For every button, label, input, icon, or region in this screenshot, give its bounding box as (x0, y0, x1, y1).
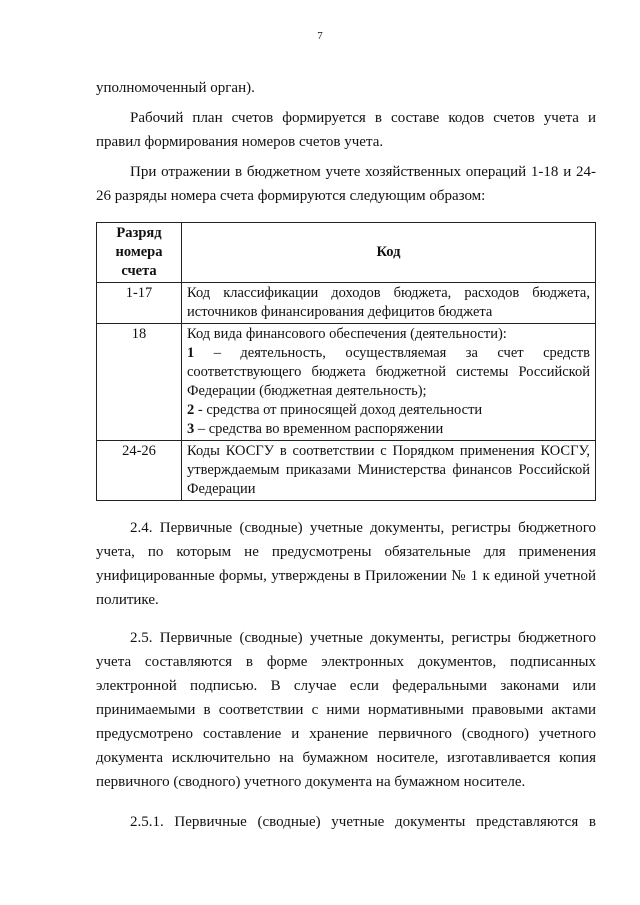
account-digits-table (96, 222, 596, 501)
row-code-text: Код вида финансового обеспечения (деятельности): (187, 326, 507, 342)
code-item-text: – средства во временном распоряжении (194, 421, 444, 437)
text-continuation: уполномоченный орган). (96, 80, 255, 96)
row-digit: 18 (97, 324, 182, 441)
table-row (97, 324, 596, 441)
code-item (187, 344, 590, 401)
code-item-text: - средства от приносящей доход деятельности (194, 402, 483, 418)
code-item-number: 2 (187, 402, 195, 418)
paragraph-digits-intro: При отражении в бюджетном учете хозяйственных операций 1-18 и 24-26 разряды номера счета формируются следующим образом: (96, 164, 596, 204)
row-code-block (182, 324, 596, 441)
code-item (187, 401, 590, 420)
section-2-5: 2.5. Первичные (сводные) учетные документы, регистры бюджетного учета составляются в форме электронных документов, подписанных электронной подписью. В случае если федеральными законами или принимаемыми в соответствии с ними нормативными правовыми актами предусмотрено составление и хранение первичного (сводного) учетного документа исключительно на бумажном носителе, изготавливается копия первичного (сводного) учетного документа на бумажном носителе. (96, 630, 596, 790)
row-digit: 24-26 (97, 441, 182, 501)
section-2-4: 2.4. Первичные (сводные) учетные документы, регистры бюджетного учета, по которым не предусмотрены обязательные для применения унифицированные формы, утверждены в Приложении № 1 к единой учетной политике. (96, 520, 596, 608)
code-item-text: – деятельность, осуществляемая за счет средств соответствующего бюджета бюджетной системы Российской Федерации (бюджетная деятельность); (187, 345, 590, 399)
row-code-text: Код классификации доходов бюджета, расходов бюджета, источников финансирования дефицитов бюджета (182, 283, 596, 324)
row-code-text: Коды КОСГУ в соответствии с Порядком применения КОСГУ, утверждаемым приказами Министерства финансов Российской Федерации (182, 441, 596, 501)
page-number: 7 (317, 30, 323, 42)
code-item-number: 1 (187, 345, 195, 361)
paragraph-chart-of-accounts: Рабочий план счетов формируется в составе кодов счетов учета и правил формирования номеров счетов учета. (96, 110, 596, 150)
section-2-5-1: 2.5.1. Первичные (сводные) учетные документы представляются в (130, 814, 596, 830)
header-digit: Разряд номера счета (97, 223, 182, 283)
table-row (97, 283, 596, 324)
table-row (97, 441, 596, 501)
header-code: Код (182, 223, 596, 283)
code-item-number: 3 (187, 421, 195, 437)
row-digit: 1-17 (97, 283, 182, 324)
code-item (187, 420, 590, 439)
table-header-row (97, 223, 596, 283)
